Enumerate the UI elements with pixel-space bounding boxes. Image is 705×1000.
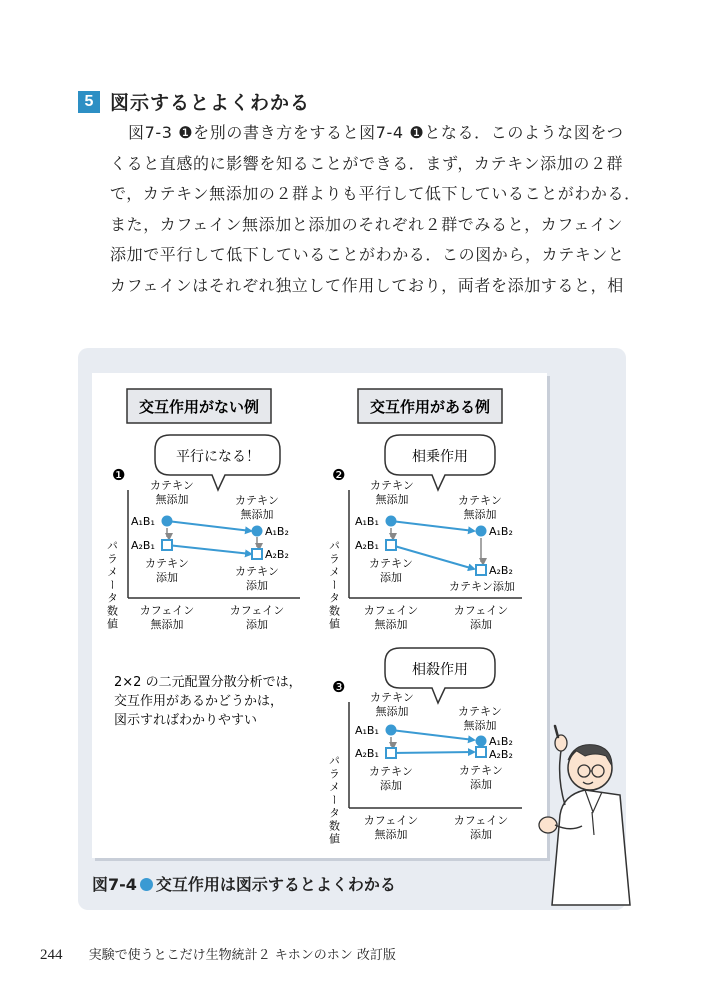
svg-text:無添加: 無添加: [374, 618, 408, 631]
svg-text:A₁B₂: A₁B₂: [265, 525, 289, 538]
svg-text:無添加: 無添加: [155, 493, 189, 506]
line-1-bottom: [167, 545, 251, 554]
svg-text:添加: 添加: [156, 571, 178, 584]
svg-text:カフェイン: カフェイン: [139, 604, 195, 617]
svg-text:カフェイン: カフェイン: [229, 604, 285, 617]
svg-text:交互作用がない例: 交互作用がない例: [138, 398, 260, 416]
svg-text:A₂B₁: A₂B₁: [355, 539, 379, 552]
svg-text:A₂B₂: A₂B₂: [489, 748, 513, 761]
svg-text:A₂B₁: A₂B₁: [131, 539, 155, 552]
panel-2-marker: ❷: [332, 466, 346, 484]
svg-text:無添加: 無添加: [374, 828, 408, 841]
svg-text:無添加: 無添加: [463, 508, 497, 521]
book-title: 実験で使うとこだけ生物統計２ キホンのホン 改訂版: [88, 948, 396, 963]
point-A2B2: [252, 549, 262, 559]
body-line: 図7-3 ❶を別の書き方をすると図7-4 ❶となる．このような図をつ: [128, 123, 624, 142]
body-line: 添加で平行して低下していることがわかる．この図から，カテキンと: [110, 245, 625, 264]
svg-text:交互作用があるかどうかは，: 交互作用があるかどうかは，: [114, 694, 284, 709]
svg-text:カテキン: カテキン: [369, 765, 413, 778]
panel-3: [328, 648, 523, 846]
svg-text:無添加: 無添加: [240, 508, 274, 521]
point-A2B1: [162, 540, 172, 550]
svg-text:A₁B₁: A₁B₁: [131, 515, 155, 528]
page-footer: [40, 944, 396, 964]
bubble-3-text: 相殺作用: [412, 662, 468, 678]
svg-text:カフェイン: カフェイン: [363, 604, 419, 617]
svg-text:A₁B₂: A₁B₂: [489, 735, 513, 748]
svg-text:カテキン: カテキン: [370, 691, 414, 704]
svg-text:添加: 添加: [380, 779, 402, 792]
svg-text:カフェイン: カフェイン: [453, 604, 509, 617]
point-A1B2: [252, 526, 263, 537]
body-line: で，カテキン無添加の２群よりも平行して低下していることがわかる．: [110, 184, 641, 203]
header-left: [127, 389, 271, 423]
page-number: 244: [40, 947, 63, 963]
y-axis-label-1: パラメータ数値: [105, 540, 119, 631]
y-axis-label-2: パラメータ数値: [327, 540, 341, 631]
body-line: カフェインはそれぞれ独立して作用しており，両者を添加すると，相: [110, 275, 624, 295]
panel-3-marker: ❸: [332, 678, 346, 696]
svg-text:カテキン: カテキン: [235, 494, 279, 507]
svg-text:A₁B₁: A₁B₁: [355, 515, 379, 528]
header-right: [358, 389, 502, 423]
svg-text:カテキン添加: カテキン添加: [449, 580, 515, 593]
svg-text:カテキン: カテキン: [369, 557, 413, 570]
figure-note: [114, 674, 302, 728]
section-title: 図示するとよくわかる: [110, 92, 311, 114]
svg-text:無添加: 無添加: [375, 493, 409, 506]
line-1-top: [167, 521, 251, 531]
svg-text:添加: 添加: [380, 571, 402, 584]
svg-text:添加: 添加: [246, 579, 268, 592]
svg-text:A₂B₂: A₂B₂: [265, 548, 289, 561]
panel-1-marker: ❶: [112, 466, 126, 484]
panel-2: [328, 435, 523, 631]
point-A1B1: [162, 516, 173, 527]
bubble-1-text: 平行になる！: [176, 449, 260, 465]
svg-text:A₂B₂: A₂B₂: [489, 564, 513, 577]
professor-illustration: [539, 726, 630, 905]
svg-text:無添加: 無添加: [150, 618, 184, 631]
body-line: くると直感的に影響を知ることができる．まず，カテキン添加の２群: [110, 153, 624, 173]
svg-text:添加: 添加: [246, 618, 268, 631]
svg-text:添加: 添加: [470, 828, 492, 841]
svg-text:カテキン: カテキン: [370, 479, 414, 492]
section-number: 5: [78, 91, 100, 113]
svg-text:A₂B₁: A₂B₁: [355, 747, 379, 760]
figure-caption-prefix: 図7-4: [92, 875, 137, 894]
svg-text:カフェイン: カフェイン: [363, 814, 419, 827]
svg-text:カテキン: カテキン: [458, 494, 502, 507]
svg-text:カテキン: カテキン: [459, 764, 503, 777]
svg-text:2×2 の二元配置分散分析では，: 2×2 の二元配置分散分析では，: [114, 675, 302, 690]
body-line: また，カフェイン無添加と添加のそれぞれ２群でみると，カフェイン: [110, 214, 624, 234]
y-axis-label-3: パラメータ数値: [327, 755, 341, 846]
bubble-2-text: 相乗作用: [412, 449, 468, 465]
svg-text:無添加: 無添加: [463, 719, 497, 732]
caption-dot-icon: [140, 878, 153, 891]
svg-text:カテキン: カテキン: [150, 479, 194, 492]
panel-1: [106, 435, 301, 631]
svg-text:交互作用がある例: 交互作用がある例: [369, 398, 491, 416]
svg-text:カテキン: カテキン: [235, 565, 279, 578]
figure-caption: [92, 872, 396, 895]
svg-text:A₁B₁: A₁B₁: [355, 724, 379, 737]
svg-text:無添加: 無添加: [375, 705, 409, 718]
svg-text:添加: 添加: [470, 618, 492, 631]
svg-text:カフェイン: カフェイン: [453, 814, 509, 827]
svg-text:図示すればわかりやすい: 図示すればわかりやすい: [114, 713, 258, 728]
svg-text:カテキン: カテキン: [458, 705, 502, 718]
svg-text:A₁B₂: A₁B₂: [489, 525, 513, 538]
figure-caption-text: 交互作用は図示するとよくわかる: [155, 875, 396, 894]
svg-text:添加: 添加: [470, 778, 492, 791]
svg-text:カテキン: カテキン: [145, 557, 189, 570]
